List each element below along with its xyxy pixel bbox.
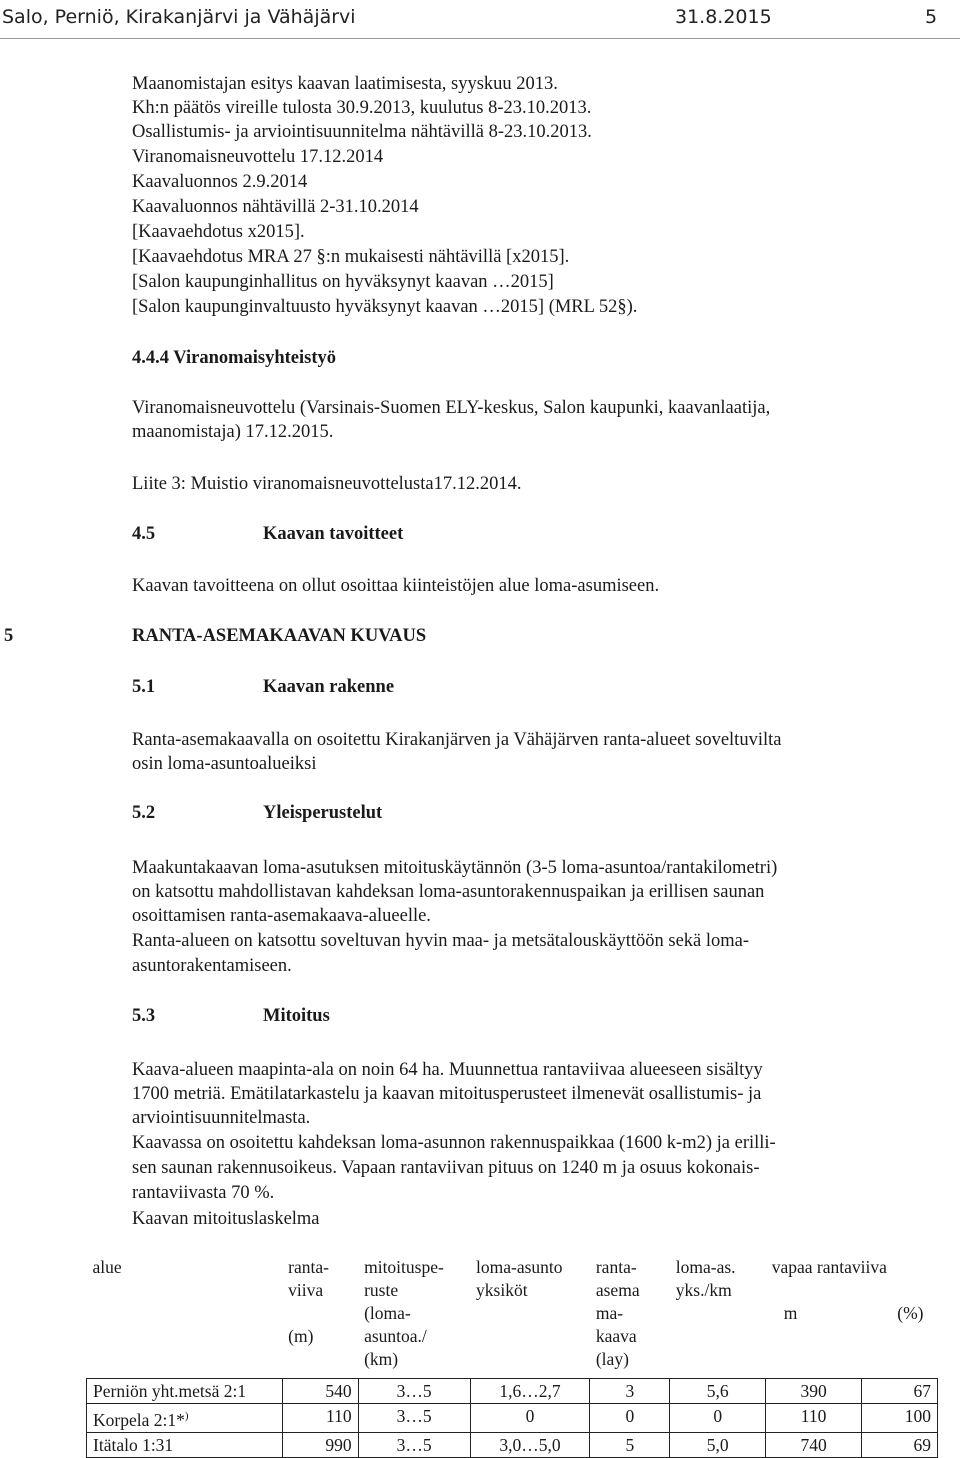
header-page-number: 5 bbox=[925, 6, 938, 28]
cell-vapaa-m: 390 bbox=[766, 1379, 862, 1404]
timeline-item: [Kaavaehdotus x2015]. bbox=[132, 222, 305, 242]
cell-alue: Korpela 2:1*) bbox=[87, 1404, 283, 1433]
col-header-yksikot: loma-asunto yksiköt bbox=[476, 1257, 563, 1300]
timeline-item: Kaavaluonnos nähtävillä 2-31.10.2014 bbox=[132, 197, 419, 217]
timeline-item: Maanomistajan esitys kaavan laatimisesta, syyskuu 2013. bbox=[132, 74, 558, 94]
timeline-item: Kh:n päätös vireille tulosta 30.9.2013, kuulutus 8-23.10.2013. bbox=[132, 98, 592, 118]
cell-rantasema: 3 bbox=[590, 1379, 670, 1404]
cell-yksikot: 0 bbox=[470, 1404, 590, 1433]
appendix-reference: Liite 3: Muistio viranomaisneuvottelusta17.12.2014. bbox=[132, 474, 522, 494]
section-title: Yleisperustelut bbox=[263, 803, 383, 823]
header-title: Salo, Perniö, Kirakanjärvi ja Vähäjärvi bbox=[2, 6, 356, 28]
cell-alue: Itätalo 1:31 bbox=[87, 1433, 283, 1458]
timeline-item: [Salon kaupunginvaltuusto hyväksynyt kaavan …2015] (MRL 52§). bbox=[132, 297, 638, 317]
timeline-item: [Salon kaupunginhallitus on hyväksynyt kaavan …2015] bbox=[132, 272, 554, 292]
paragraph-line: Viranomaisneuvottelu (Varsinais-Suomen ELY-keskus, Salon kaupunki, kaavanlaatija, bbox=[132, 398, 771, 418]
cell-vapaa-pct: 69 bbox=[862, 1433, 938, 1458]
table-row bbox=[87, 1404, 938, 1433]
cell-vapaa-pct: 100 bbox=[862, 1404, 938, 1433]
paragraph-line: Maakuntakaavan loma-asutuksen mitoituskäytännön (3-5 loma-asuntoa/rantakilometri) bbox=[132, 858, 778, 878]
timeline-item: [Kaavaehdotus MRA 27 §:n mukaisesti nähtävillä [x2015]. bbox=[132, 247, 570, 267]
cell-yksikot: 1,6…2,7 bbox=[470, 1379, 590, 1404]
timeline-item: Osallistumis- ja arviointisuunnitelma nähtävillä 8-23.10.2013. bbox=[132, 122, 592, 142]
header-date: 31.8.2015 bbox=[675, 6, 772, 28]
cell-mitoitus: 3…5 bbox=[358, 1433, 470, 1458]
cell-lomayks: 5,0 bbox=[670, 1433, 766, 1458]
header-divider bbox=[0, 38, 960, 39]
cell-vapaa-m: 110 bbox=[766, 1404, 862, 1433]
cell-rantasema: 0 bbox=[590, 1404, 670, 1433]
section-heading-4-4-4: 4.4.4 Viranomaisyhteistyö bbox=[132, 348, 337, 368]
dimensioning-table bbox=[86, 1256, 938, 1458]
col-header-vapaa-rantaviiva: vapaa rantaviiva m (%) bbox=[771, 1257, 924, 1323]
col-header-mitoitusperuste: mitoituspe- ruste (loma- asuntoa./ (km) bbox=[364, 1257, 444, 1369]
cell-lomayks: 0 bbox=[670, 1404, 766, 1433]
cell-lomayks: 5,6 bbox=[670, 1379, 766, 1404]
table-row bbox=[87, 1379, 938, 1404]
section-number: 5.1 bbox=[132, 677, 156, 697]
cell-rantaviiva: 990 bbox=[282, 1433, 358, 1458]
section-number: 5.3 bbox=[132, 1006, 156, 1026]
paragraph-line: Kaavassa on osoitettu kahdeksan loma-asunnon rakennuspaikkaa (1600 k-m2) ja erilli- bbox=[132, 1133, 776, 1153]
col-header-loma-as-yks: loma-as. yks./km bbox=[675, 1257, 736, 1300]
cell-alue: Perniön yht.metsä 2:1 bbox=[87, 1379, 283, 1404]
paragraph-line: osoittamisen ranta-asemakaava-alueelle. bbox=[132, 906, 431, 926]
cell-rantasema: 5 bbox=[590, 1433, 670, 1458]
paragraph-line: Kaavan mitoituslaskelma bbox=[132, 1209, 320, 1229]
paragraph-line: osin loma-asuntoalueiksi bbox=[132, 754, 317, 774]
cell-vapaa-m: 740 bbox=[766, 1433, 862, 1458]
page-header bbox=[0, 6, 960, 34]
paragraph-line: maanomistaja) 17.12.2015. bbox=[132, 422, 334, 442]
cell-rantaviiva: 110 bbox=[282, 1404, 358, 1433]
chapter-title: RANTA-ASEMAKAAVAN KUVAUS bbox=[132, 626, 427, 646]
paragraph-line: 1700 metriä. Emätilatarkastelu ja kaavan mitoitusperusteet ilmenevät osallistumis- ja bbox=[132, 1084, 762, 1104]
paragraph-line: Ranta-asemakaavalla on osoitettu Kirakanjärven ja Vähäjärven ranta-alueet soveltuvilta bbox=[132, 730, 782, 750]
col-header-rantaviiva: ranta- viiva (m) bbox=[288, 1257, 329, 1346]
section-title: Kaavan tavoitteet bbox=[263, 524, 404, 544]
paragraph-line: on katsottu mahdollistavan kahdeksan loma-asuntorakennuspaikan ja erillisen saunan bbox=[132, 882, 765, 902]
footnote-marker: ) bbox=[184, 1410, 189, 1422]
col-header-ranta-asemakaava: ranta- asema ma- kaava (lay) bbox=[595, 1257, 640, 1369]
table-header-row bbox=[87, 1256, 938, 1379]
section-title: Mitoitus bbox=[263, 1006, 330, 1026]
paragraph-line: asuntorakentamiseen. bbox=[132, 956, 292, 976]
cell-yksikot: 3,0…5,0 bbox=[470, 1433, 590, 1458]
cell-vapaa-pct: 67 bbox=[862, 1379, 938, 1404]
section-number: 5.2 bbox=[132, 803, 156, 823]
cell-mitoitus: 3…5 bbox=[358, 1379, 470, 1404]
section-title: Kaavan rakenne bbox=[263, 677, 395, 697]
col-header-vapaa-m: m bbox=[783, 1303, 798, 1323]
paragraph-line: Kaava-alueen maapinta-ala on noin 64 ha. Muunnettua rantaviivaa alueeseen sisältyy bbox=[132, 1060, 763, 1080]
chapter-number: 5 bbox=[4, 626, 14, 646]
timeline-item: Kaavaluonnos 2.9.2014 bbox=[132, 172, 308, 192]
col-header-alue: alue bbox=[92, 1257, 122, 1277]
col-header-vapaa-pct: (%) bbox=[897, 1303, 924, 1323]
cell-mitoitus: 3…5 bbox=[358, 1404, 470, 1433]
section-number: 4.5 bbox=[132, 524, 156, 544]
paragraph-line: Ranta-alueen on katsottu soveltuvan hyvin maa- ja metsätalouskäyttöön sekä loma- bbox=[132, 931, 750, 951]
paragraph-line: Kaavan tavoitteena on ollut osoittaa kiinteistöjen alue loma-asumiseen. bbox=[132, 576, 660, 596]
cell-rantaviiva: 540 bbox=[282, 1379, 358, 1404]
table-row bbox=[87, 1433, 938, 1458]
paragraph-line: arviointisuunnitelmasta. bbox=[132, 1108, 311, 1128]
timeline-item: Viranomaisneuvottelu 17.12.2014 bbox=[132, 147, 384, 167]
paragraph-line: sen saunan rakennusoikeus. Vapaan rantaviivan pituus on 1240 m ja osuus kokonais- bbox=[132, 1158, 760, 1178]
paragraph-line: rantaviivasta 70 %. bbox=[132, 1183, 275, 1203]
